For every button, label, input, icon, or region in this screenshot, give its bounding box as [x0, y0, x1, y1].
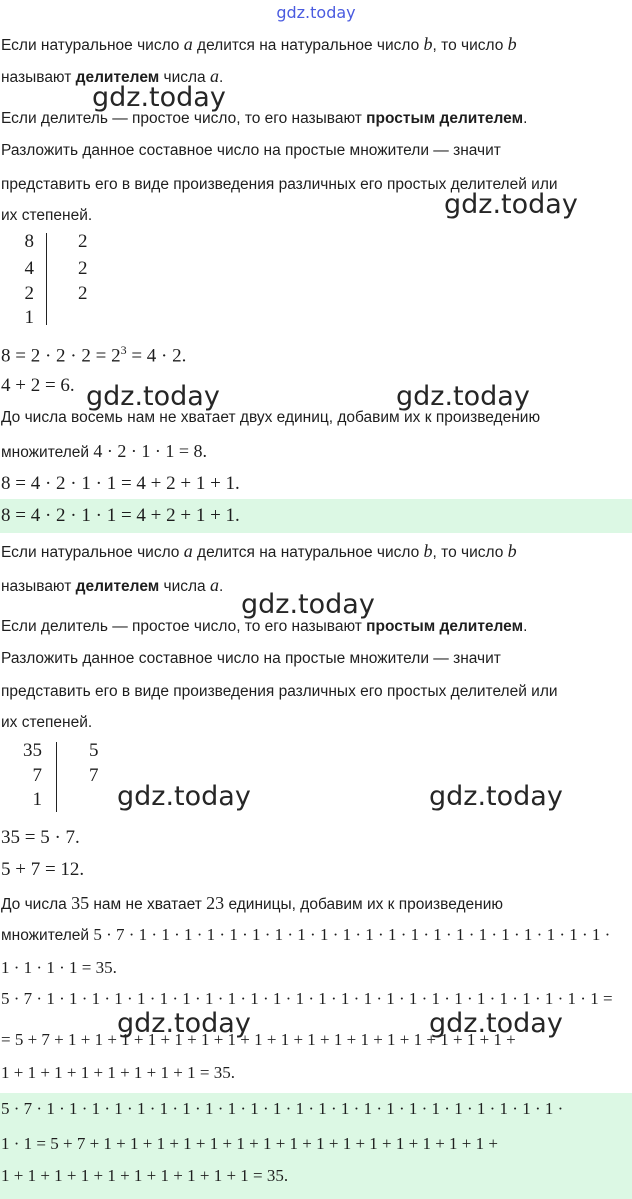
- definition-factorization-l2: представить его в виде произведения различных его простых делителей или: [1, 683, 558, 700]
- definition-factorization-l3: их степеней.: [1, 714, 93, 731]
- fact-left-value: 8: [24, 231, 34, 252]
- definition-prime-divisor: [1, 110, 527, 128]
- explanation-line2: [1, 925, 610, 945]
- definition-factorization-l3: их степеней.: [1, 207, 93, 224]
- expression: 4 · 2 · 1 · 1 = 8.: [93, 441, 207, 461]
- fact-right-value: 7: [89, 765, 99, 786]
- var-b: b: [507, 34, 517, 54]
- divider-line: [46, 233, 47, 325]
- explanation-line1: До числа восемь нам не хватает двух единиц, добавим их к произведению: [1, 409, 541, 426]
- definition-divisor-line2: [1, 575, 223, 596]
- answer-1: 8 = 4 · 2 · 1 · 1 = 4 + 2 + 1 + 1.: [1, 505, 240, 526]
- text: единицы, добавим их к произведению: [224, 896, 504, 913]
- var-b: b: [423, 541, 433, 561]
- watermark-text: gdz.today: [92, 82, 226, 113]
- equation-8-decomposition: 8 = 4 · 2 · 1 · 1 = 4 + 2 + 1 + 1.: [1, 473, 240, 494]
- answer-2-l2: 1 · 1 = 5 + 7 + 1 + 1 + 1 + 1 + 1 + 1 + 1 + 1 + 1 + 1 + 1 + 1 + 1 + 1 + 1 +: [1, 1134, 498, 1153]
- expression: 5 · 7 · 1 · 1 · 1 · 1 · 1 · 1 · 1 · 1 · 1 · 1 · 1 · 1 · 1 · 1 · 1 · 1 · 1 · 1 · 1 · 1 · 1 ·: [93, 925, 611, 944]
- text: числа: [159, 69, 210, 86]
- term-prime-divisor: простым делителем: [366, 110, 524, 127]
- fact-left-value: 35: [23, 740, 42, 761]
- text: , то число: [432, 544, 508, 561]
- text: 8 = 2 · 2 · 2 = 2: [1, 345, 121, 367]
- explanation-line3: 1 · 1 · 1 · 1 = 35.: [1, 958, 117, 977]
- equation-sum-12: 5 + 7 = 12.: [1, 859, 85, 880]
- text: Если натуральное число: [1, 544, 184, 561]
- text: .: [218, 578, 224, 595]
- var-a: a: [209, 575, 219, 595]
- definition-prime-divisor: [1, 618, 527, 636]
- text: делится на натуральное число: [192, 37, 424, 54]
- definition-factorization-l1: Разложить данное составное число на простые множители — значит: [1, 142, 501, 159]
- explanation-line1: [1, 893, 503, 914]
- equation-35-factored: 35 = 5 · 7.: [1, 827, 80, 848]
- var-a: a: [209, 66, 219, 86]
- term-prime-divisor: простым делителем: [366, 618, 524, 635]
- text: Если делитель — простое число, то его называют: [1, 110, 367, 127]
- var-a: a: [183, 34, 193, 54]
- equation-8-factored: [1, 343, 186, 367]
- watermark-text: gdz.today: [444, 189, 578, 220]
- fact-left-value: 2: [24, 283, 34, 304]
- fact-right-value: 2: [78, 258, 88, 279]
- exponent: 3: [120, 343, 127, 357]
- watermark-text: gdz.today: [117, 781, 251, 812]
- number: 35: [71, 893, 90, 913]
- term-divisor: делителем: [75, 578, 160, 595]
- definition-factorization-l2: представить его в виде произведения различных его простых делителей или: [1, 176, 558, 193]
- fact-left-value: 4: [24, 258, 34, 279]
- text: называют: [1, 69, 76, 86]
- answer-2-l1: 5 · 7 · 1 · 1 · 1 · 1 · 1 · 1 · 1 · 1 · 1 · 1 · 1 · 1 · 1 · 1 · 1 · 1 · 1 · 1 · 1 · 1 · 1 · 1 · 1 ·: [1, 1099, 564, 1118]
- text: делится на натуральное число: [192, 544, 424, 561]
- text: множителей: [1, 927, 94, 944]
- explanation-line2: [1, 441, 207, 462]
- equation-35-l1: 5 · 7 · 1 · 1 · 1 · 1 · 1 · 1 · 1 · 1 · 1 · 1 · 1 · 1 · 1 · 1 · 1 · 1 · 1 · 1 · 1 · 1 · 1 · 1 · 1 · 1 · 1 =: [1, 989, 613, 1008]
- site-header-logo[interactable]: gdz.today: [276, 3, 356, 22]
- text: , то число: [432, 37, 508, 54]
- fact-right-value: 5: [89, 740, 99, 761]
- fact-left-value: 7: [32, 765, 42, 786]
- fact-left-value: 1: [24, 307, 34, 328]
- text: = 4 · 2.: [126, 345, 187, 367]
- text: Если натуральное число: [1, 37, 184, 54]
- fact-left-value: 1: [32, 789, 42, 810]
- watermark-text: gdz.today: [429, 1008, 563, 1039]
- definition-divisor-line1: [1, 541, 517, 562]
- text: До числа: [1, 896, 72, 913]
- text: нам не хватает: [89, 896, 207, 913]
- text: множителей: [1, 444, 94, 461]
- divider-line: [56, 742, 57, 812]
- watermark-text: gdz.today: [117, 1008, 251, 1039]
- text: .: [218, 69, 224, 86]
- text: .: [523, 618, 528, 635]
- number: 23: [206, 893, 225, 913]
- watermark-text: gdz.today: [241, 589, 375, 620]
- equation-sum-6: 4 + 2 = 6.: [1, 375, 75, 396]
- var-b: b: [507, 541, 517, 561]
- term-divisor: делителем: [75, 69, 160, 86]
- definition-factorization-l1: Разложить данное составное число на простые множители — значит: [1, 650, 501, 667]
- watermark-text: gdz.today: [396, 381, 530, 412]
- text: называют: [1, 578, 76, 595]
- fact-right-value: 2: [78, 231, 88, 252]
- var-a: a: [183, 541, 193, 561]
- text: числа: [159, 578, 210, 595]
- var-b: b: [423, 34, 433, 54]
- answer-2-l3: 1 + 1 + 1 + 1 + 1 + 1 + 1 + 1 + 1 + 1 = 35.: [1, 1166, 289, 1185]
- watermark-text: gdz.today: [429, 781, 563, 812]
- watermark-text: gdz.today: [86, 381, 220, 412]
- equation-35-l3: 1 + 1 + 1 + 1 + 1 + 1 + 1 + 1 = 35.: [1, 1063, 235, 1082]
- text: Если делитель — простое число, то его называют: [1, 618, 367, 635]
- equation-35-l2: = 5 + 7 + 1 + 1 + 1 + 1 + 1 + 1 + 1 + 1 + 1 + 1 + 1 + 1 + 1 + 1 + 1 + 1 + 1 +: [1, 1030, 516, 1049]
- definition-divisor-line1: [1, 34, 517, 55]
- text: .: [523, 110, 528, 127]
- fact-right-value: 2: [78, 283, 88, 304]
